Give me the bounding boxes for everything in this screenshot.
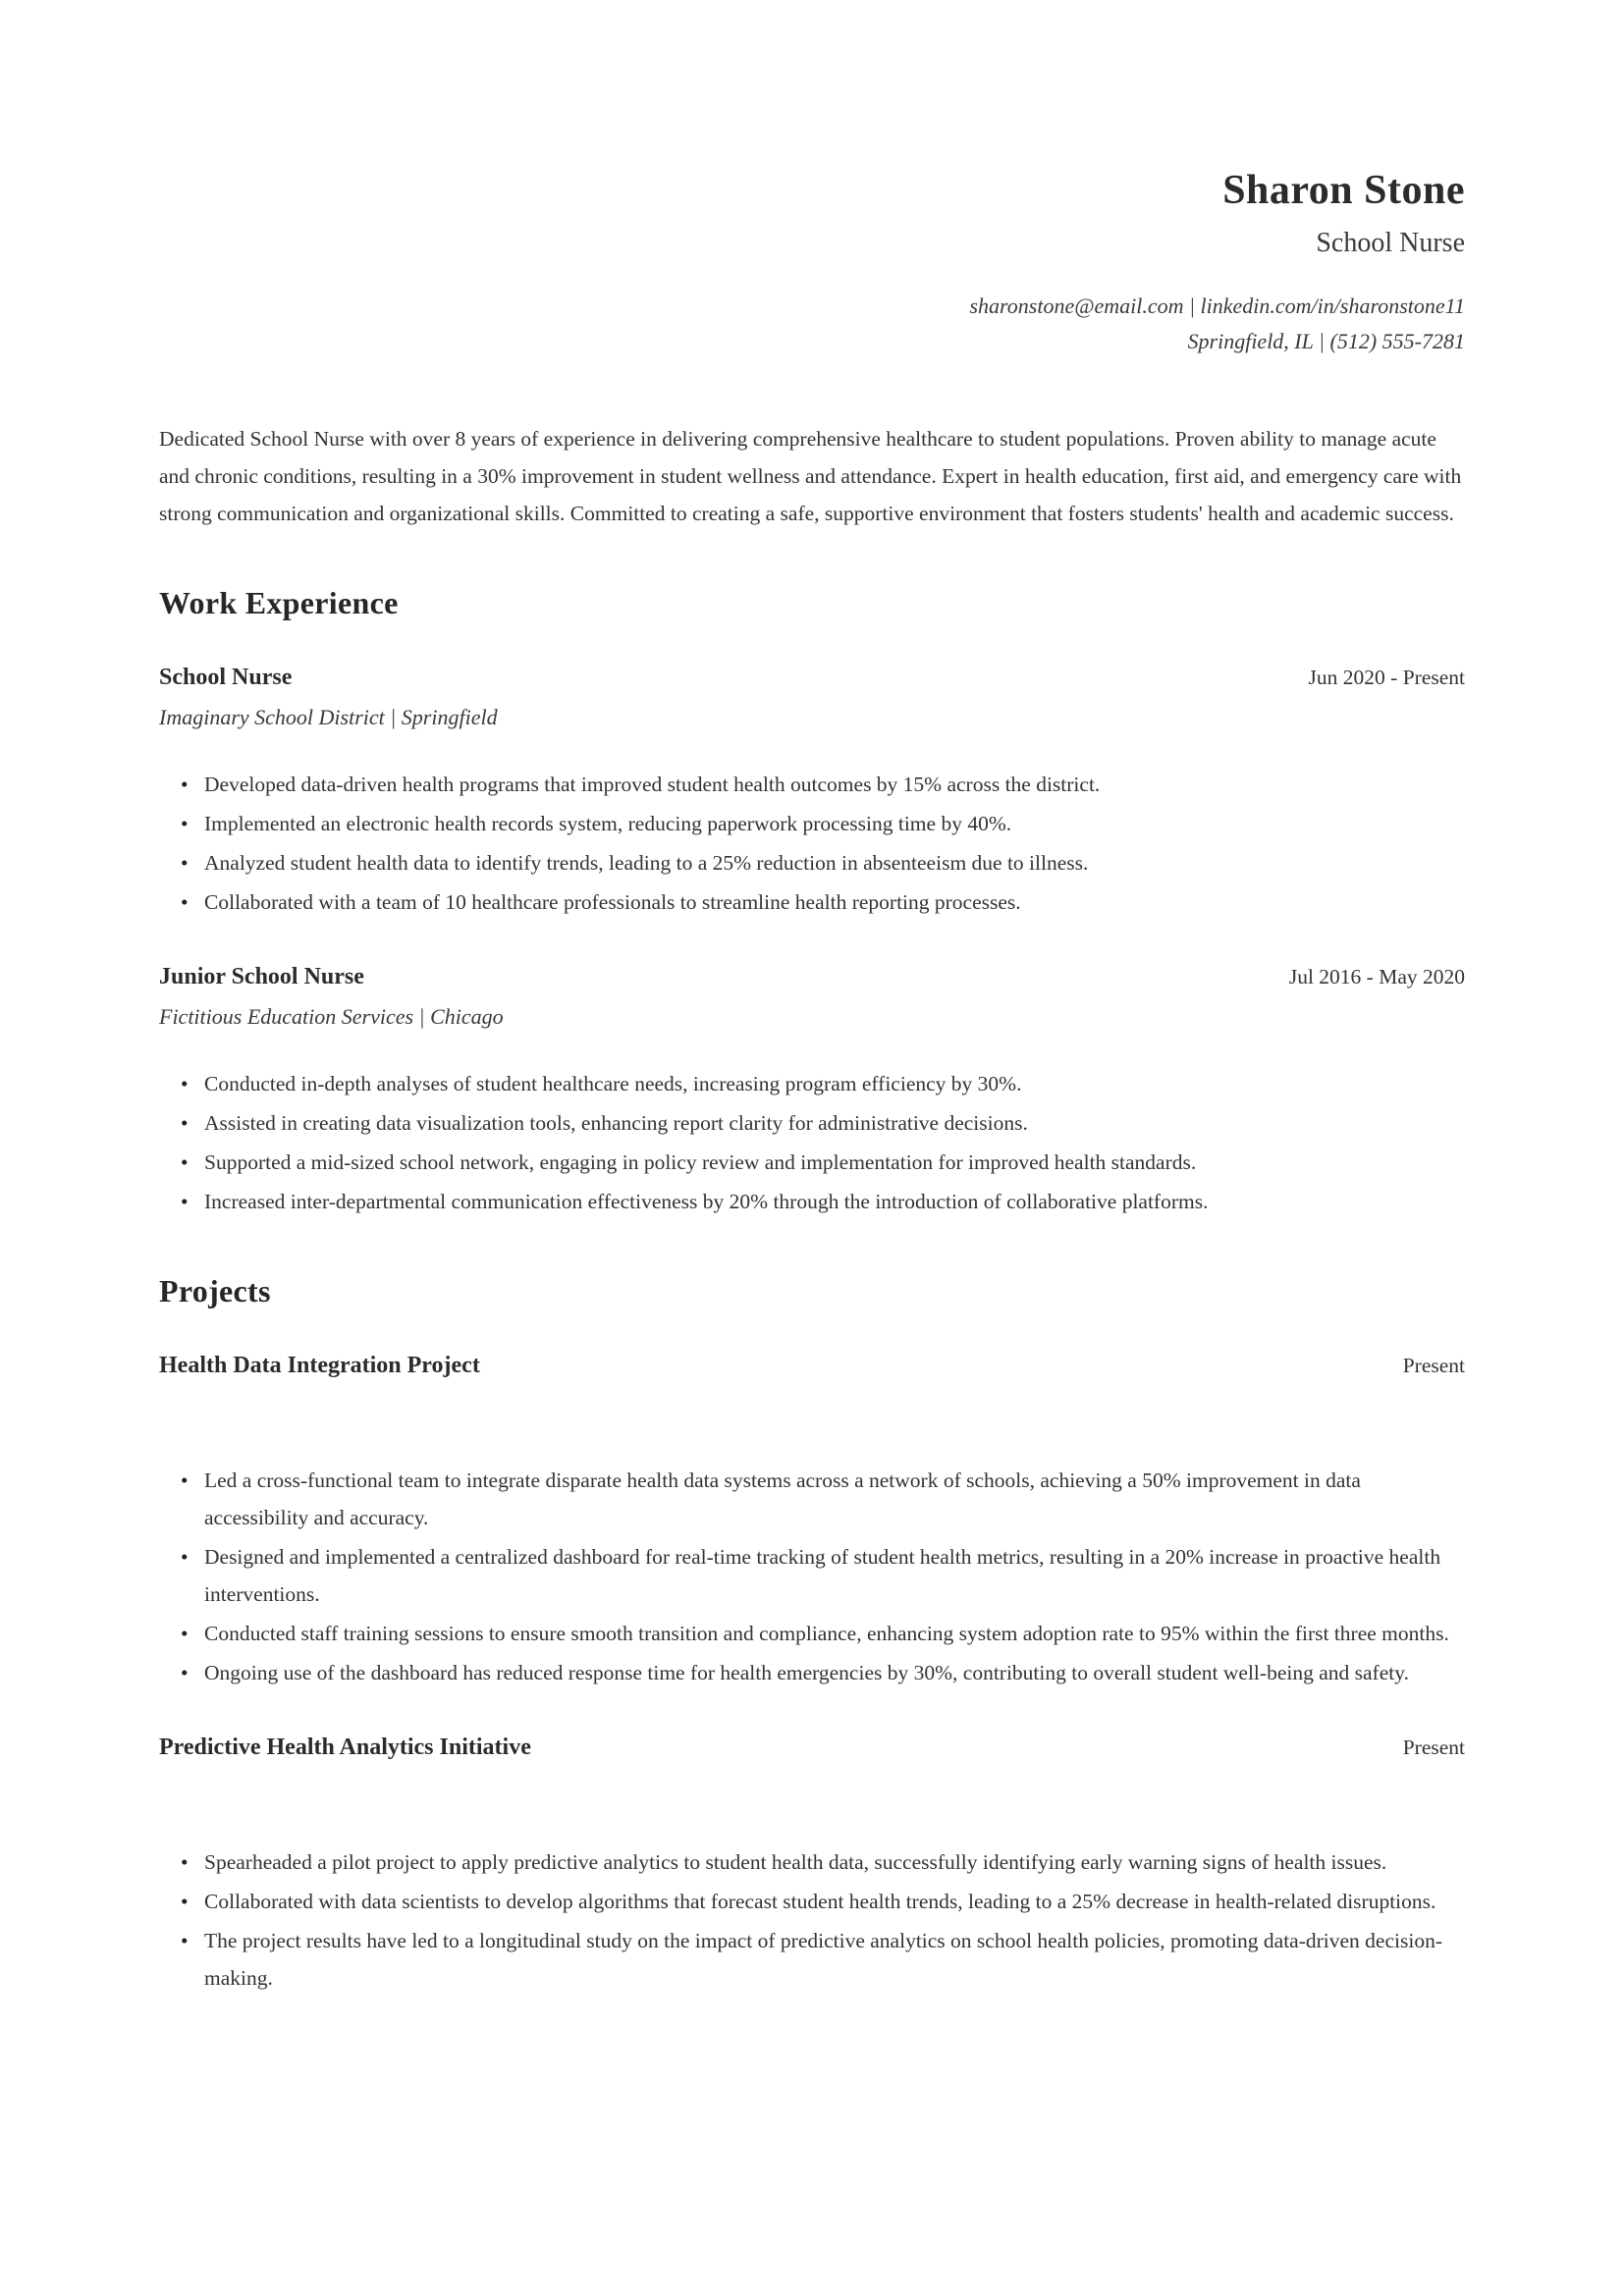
job-title: Junior School Nurse xyxy=(159,964,364,990)
project-entry-head xyxy=(159,1353,1465,1379)
job-employer-location: Imaginary School District | Springfield xyxy=(159,705,498,730)
bullet-item: • The project results have led to a longitudinal study on the impact of predictive analytics on school health policies, promoting data-driven decision-making. xyxy=(204,1922,1465,1997)
bullet-item: • Implemented an electronic health records system, reducing paperwork processing time by 40%. xyxy=(204,805,1465,842)
resume-header xyxy=(159,169,1465,359)
project-title: Health Data Integration Project xyxy=(159,1353,480,1379)
job-bullet-list xyxy=(159,1065,1465,1220)
project-date: Present xyxy=(1402,1735,1465,1760)
job-bullet-list xyxy=(159,766,1465,921)
job-date-range: Jun 2020 - Present xyxy=(1308,666,1465,690)
bullet-item: • Led a cross-functional team to integrate disparate health data systems across a network of schools, achieving a 50% improvement in data accessibility and accuracy. xyxy=(204,1462,1465,1536)
project-title: Predictive Health Analytics Initiative xyxy=(159,1735,531,1761)
contact-line-location-phone: Springfield, IL | (512) 555-7281 xyxy=(1187,329,1465,354)
bullet-item: • Analyzed student health data to identify trends, leading to a 25% reduction in absenteeism due to illness. xyxy=(204,844,1465,881)
bullet-item: • Supported a mid-sized school network, engaging in policy review and implementation for improved health standards. xyxy=(204,1144,1465,1181)
work-experience-heading: Work Experience xyxy=(159,585,399,621)
bullet-item: • Collaborated with a team of 10 healthcare professionals to streamline health reporting processes. xyxy=(204,883,1465,921)
job-title: School Nurse xyxy=(159,665,293,691)
project-bullet-list xyxy=(159,1843,1465,1997)
bullet-item: • Assisted in creating data visualization tools, enhancing report clarity for administrative decisions. xyxy=(204,1104,1465,1142)
project-date: Present xyxy=(1402,1354,1465,1378)
bullet-item: • Conducted staff training sessions to ensure smooth transition and compliance, enhancing system adoption rate to 95% within the first three months. xyxy=(204,1615,1465,1652)
project-bullet-list xyxy=(159,1462,1465,1691)
contact-line-email-linkedin: sharonstone@email.com | linkedin.com/in/sharonstone11 xyxy=(969,294,1465,319)
job-entry-head xyxy=(159,665,1465,691)
person-job-title: School Nurse xyxy=(1316,228,1465,259)
bullet-item: • Spearheaded a pilot project to apply predictive analytics to student health data, successfully identifying early warning signs of health issues. xyxy=(204,1843,1465,1881)
project-entry-predictive-health-analytics xyxy=(159,1735,1465,1997)
job-entry-school-nurse xyxy=(159,665,1465,921)
bullet-item: • Ongoing use of the dashboard has reduced response time for health emergencies by 30%, contributing to overall student well-being and safety. xyxy=(204,1654,1465,1691)
section-work-experience xyxy=(159,585,1465,1220)
contact-info xyxy=(159,289,1465,359)
job-date-range: Jul 2016 - May 2020 xyxy=(1288,965,1465,989)
projects-heading: Projects xyxy=(159,1273,271,1309)
person-name: Sharon Stone xyxy=(1222,168,1465,213)
summary-paragraph: Dedicated School Nurse with over 8 years of experience in delivering comprehensive healthcare to student populations. Proven ability to manage acute and chronic conditions, resulting in a 30% improvement in student wellness and attendance. Expert in health education, first aid, and emergency care with strong communication and organizational skills. Committed to creating a safe, supportive environment that fosters students' health and academic success. xyxy=(159,427,1462,526)
job-entry-head xyxy=(159,964,1465,990)
project-entry-health-data-integration xyxy=(159,1353,1465,1691)
bullet-item: • Designed and implemented a centralized dashboard for real-time tracking of student health metrics, resulting in a 20% increase in proactive health interventions. xyxy=(204,1538,1465,1613)
bullet-item: • Collaborated with data scientists to develop algorithms that forecast student health trends, leading to a 25% decrease in health-related disruptions. xyxy=(204,1883,1465,1920)
bullet-item: • Developed data-driven health programs that improved student health outcomes by 15% across the district. xyxy=(204,766,1465,803)
bullet-item: • Increased inter-departmental communication effectiveness by 20% through the introduction of collaborative platforms. xyxy=(204,1183,1465,1220)
job-entry-junior-school-nurse xyxy=(159,964,1465,1220)
job-employer-location: Fictitious Education Services | Chicago xyxy=(159,1004,504,1030)
bullet-item: • Conducted in-depth analyses of student healthcare needs, increasing program efficiency by 30%. xyxy=(204,1065,1465,1102)
project-entry-head xyxy=(159,1735,1465,1761)
section-projects xyxy=(159,1273,1465,1997)
